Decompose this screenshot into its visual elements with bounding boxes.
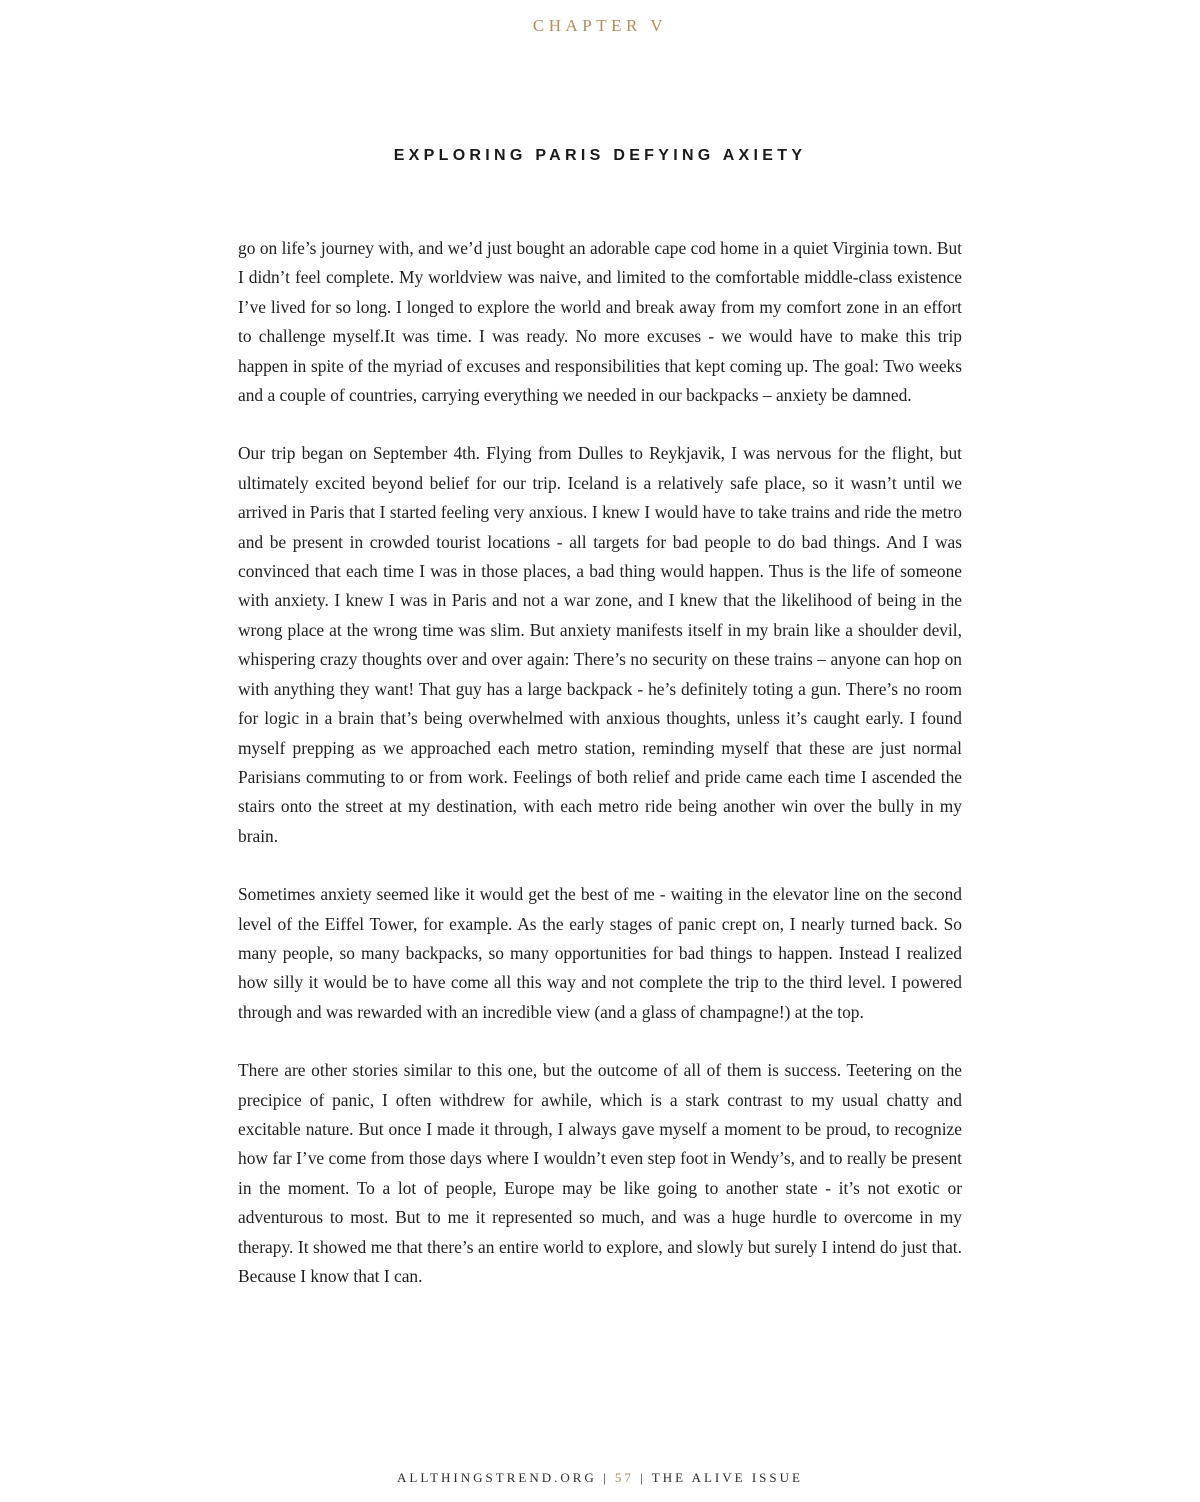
page-footer xyxy=(0,1470,1200,1486)
article-title: EXPLORING PARIS DEFYING AXIETY xyxy=(393,147,807,164)
paragraph-4: There are other stories similar to this one, but the outcome of all of them is success. Teetering on the precipice of panic, I often withdrew for awhile, which is a stark contrast to my usual chatty and excitable nature. But once I made it through, I always gave myself a moment to be proud, to recognize how far I’ve come from those days where I wouldn’t even step foot in Wendy’s, and to really be present in the moment. To a lot of people, Europe may be like going to another state - it’s not exotic or adventurous to most. But to me it represented so much, and was a huge hurdle to overcome in my therapy. It showed me that there’s an entire world to explore, and slowly but surely I intend do just that. Because I know that I can. xyxy=(238,1060,962,1286)
paragraph-2: Our trip began on September 4th. Flying from Dulles to Reykjavik, I was nervous for the flight, but ultimately excited beyond belief for our trip. Iceland is a relatively safe place, so it wasn’t until we arrived in Paris that I started feeling very anxious. I knew I would have to take trains and ride the metro and be present in crowded tourist locations - all targets for bad people to do bad things. And I was convinced that each time I was in those places, a bad thing would happen. Thus is the life of someone with anxiety. I knew I was in Paris and not a war zone, and I knew that the likelihood of being in the wrong place at the wrong time was slim. But anxiety manifests itself in my brain like a shoulder devil, whispering crazy thoughts over and over again: There’s no security on these trains – anyone can hop on with anything they want! That guy has a large backpack - he’s definitely toting a gun. There’s no room for logic in a brain that’s being overwhelmed with anxious thoughts, unless it’s caught early. I found myself prepping as we approached each metro station, reminding myself that these are just normal Parisians commuting to or from work. Feelings of both relief and pride came each time I ascended the stairs onto the street at my destination, with each metro ride being another win over the bully in my brain. xyxy=(238,443,962,846)
paragraph-1: go on life’s journey with, and we’d just bought an adorable cape cod home in a quiet Virginia town. But I didn’t feel complete. My worldview was naive, and limited to the comfortable middle-class existence I’ve lived for so long. I longed to explore the world and break away from my comfort zone in an effort to challenge myself.It was time. I was ready. No more excuses - we would have to make this trip happen in spite of the myriad of excuses and responsibilities that kept coming up. The goal: Two weeks and a couple of countries, carrying everything we needed in our backpacks – anxiety be damned. xyxy=(238,238,962,406)
paragraph-3: Sometimes anxiety seemed like it would get the best of me - waiting in the elevator line on the second level of the Eiffel Tower, for example. As the early stages of panic crept on, I nearly turned back. So many people, so many backpacks, so many opportunities for bad things to happen. Instead I realized how silly it would be to have come all this way and not complete the trip to the third level. I powered through and was rewarded with an incredible view (and a glass of champagne!) at the top. xyxy=(238,884,962,1022)
footer-issue: THE ALIVE ISSUE xyxy=(651,1470,803,1485)
article-body xyxy=(238,234,962,1291)
chapter-label: CHAPTER V xyxy=(532,16,668,35)
page-number: 57 xyxy=(614,1470,634,1485)
footer-separator: | xyxy=(603,1470,609,1485)
footer-site: ALLTHINGSTREND.ORG xyxy=(397,1470,597,1485)
footer-separator: | xyxy=(640,1470,646,1485)
